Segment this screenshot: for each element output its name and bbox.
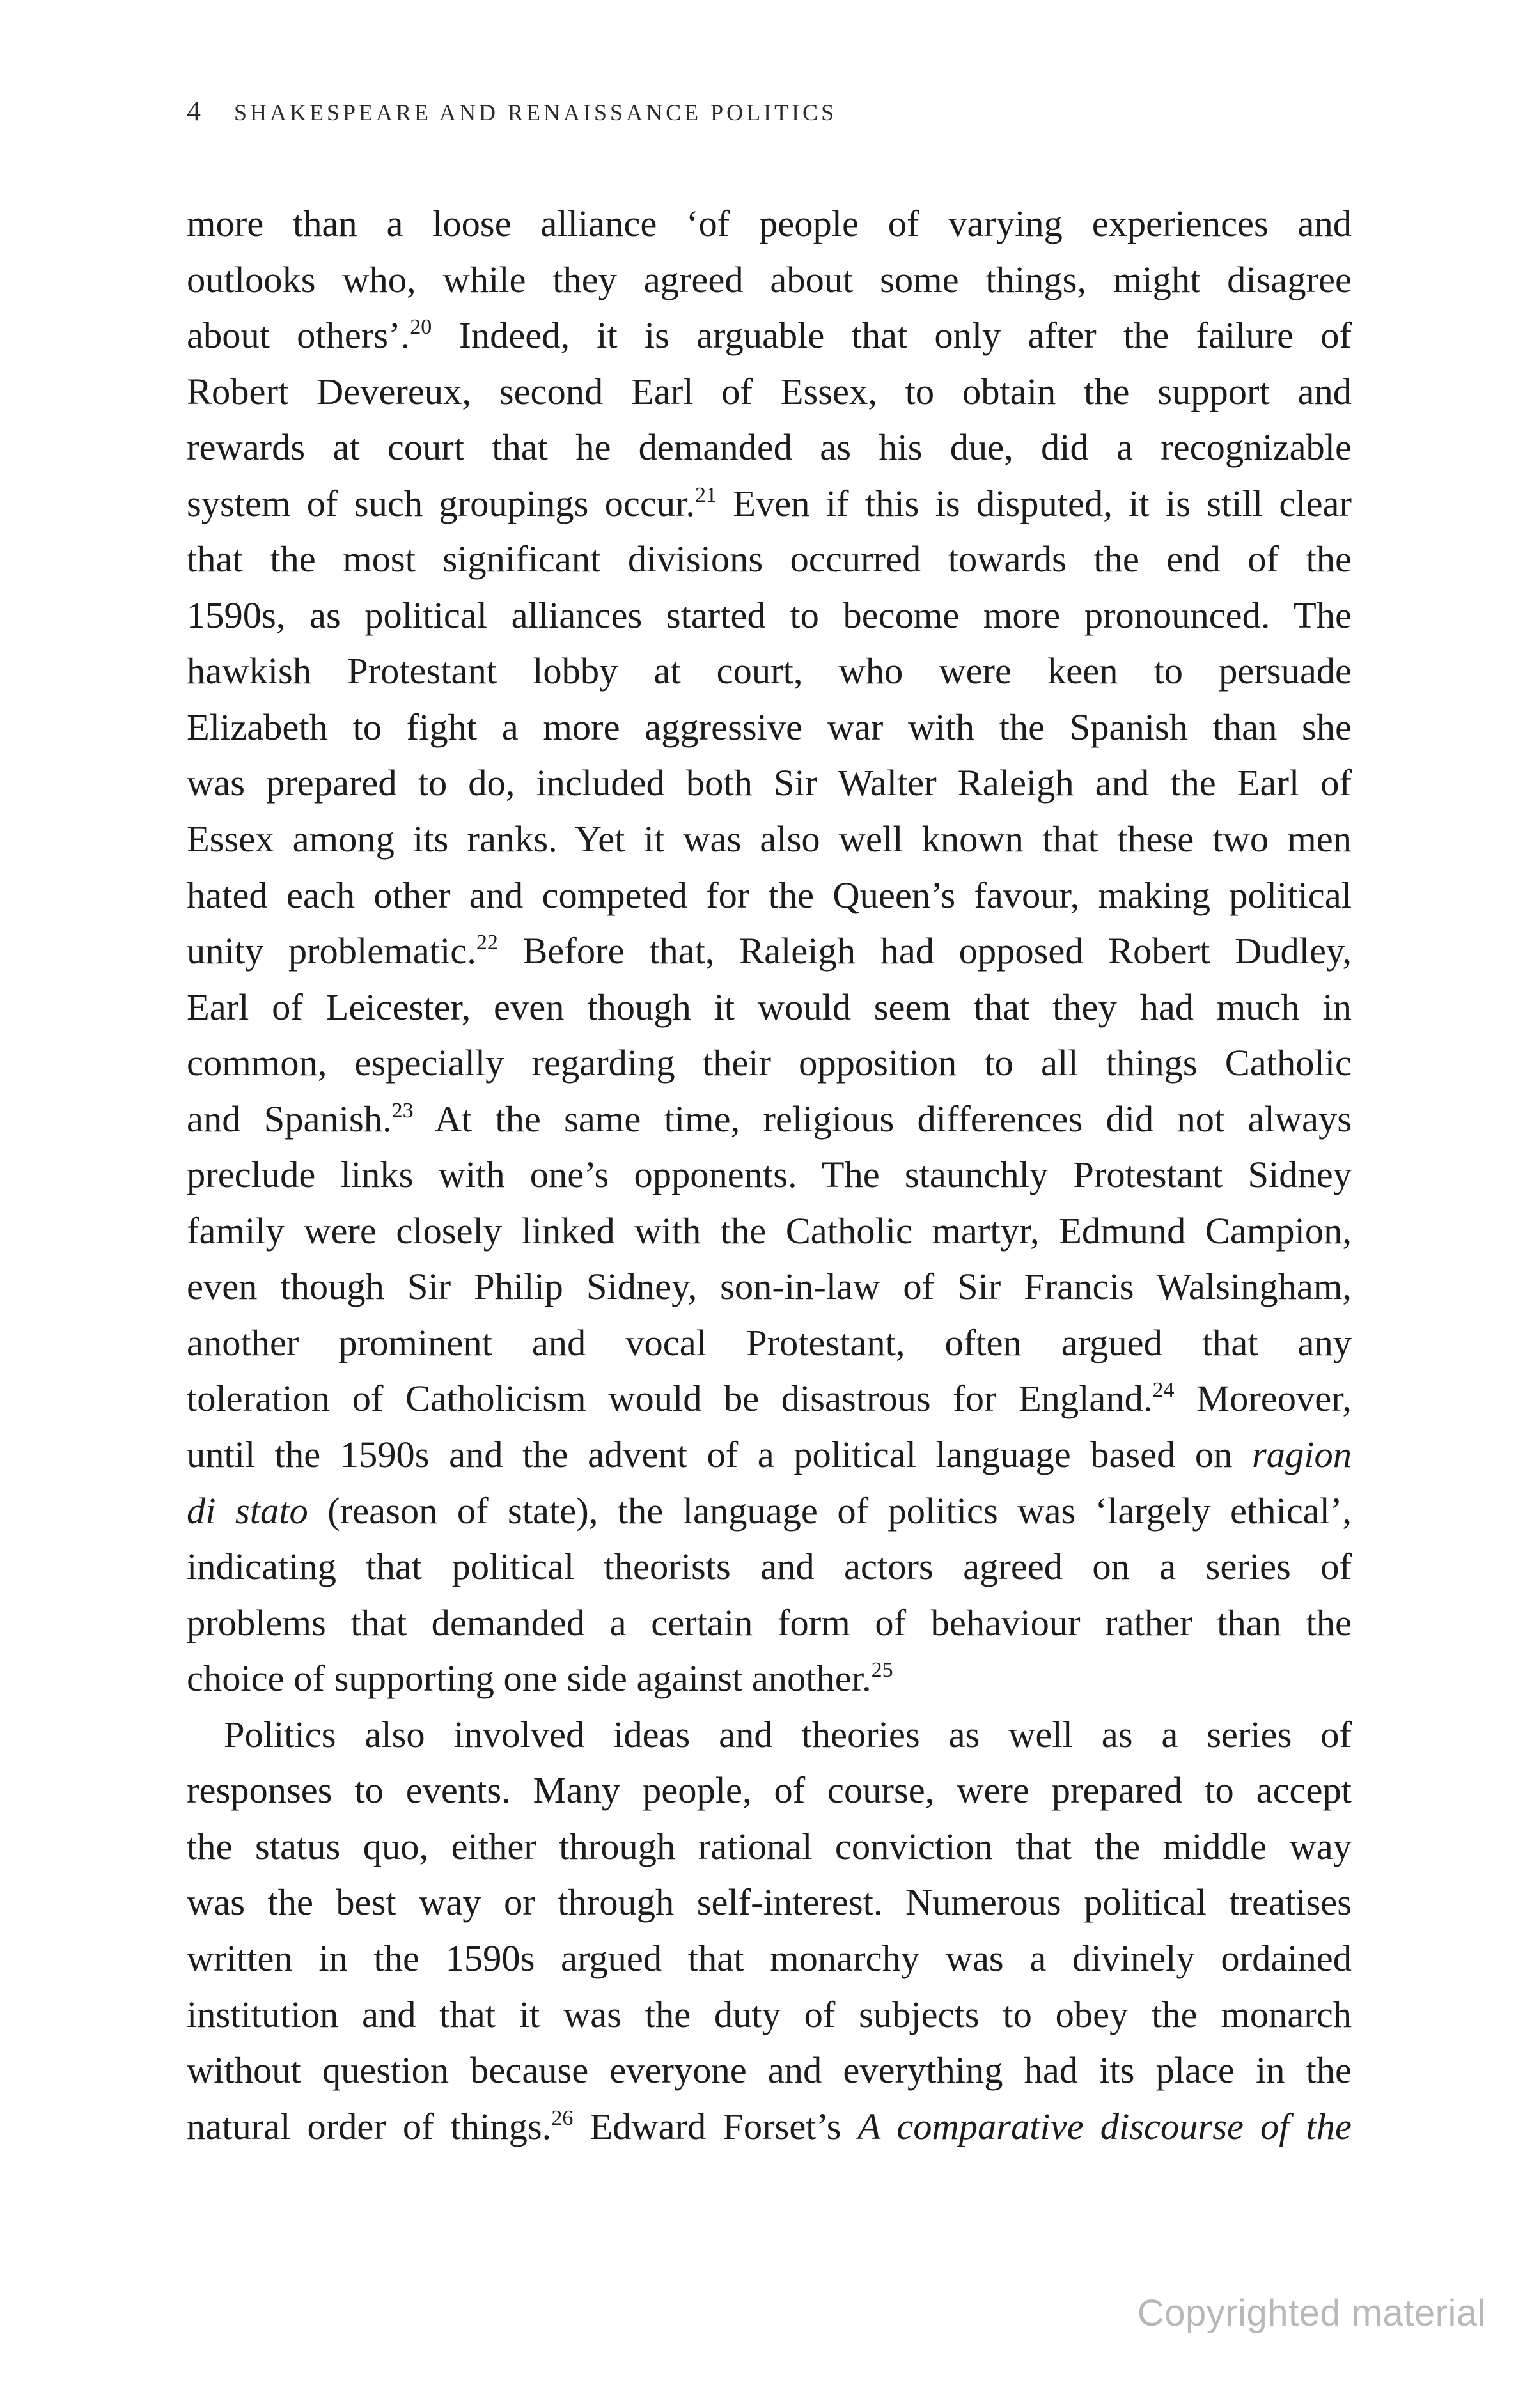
footnote-ref: 20 bbox=[410, 315, 432, 339]
text-line bbox=[187, 2099, 1352, 2155]
text-line bbox=[187, 1315, 1352, 1371]
text-line bbox=[187, 1427, 1352, 1483]
footnote-ref: 23 bbox=[391, 1098, 414, 1122]
text-segment: At the same time, religious differences did not always bbox=[413, 1098, 1352, 1140]
italic-text: di stato bbox=[187, 1489, 308, 1532]
text-line bbox=[187, 419, 1352, 476]
text-line bbox=[187, 811, 1352, 867]
footnote-ref: 25 bbox=[871, 1658, 893, 1682]
text-segment: about others’. bbox=[187, 315, 410, 357]
page-number: 4 bbox=[187, 95, 201, 127]
text-line bbox=[187, 1483, 1352, 1539]
text-segment: natural order of things. bbox=[187, 2105, 552, 2147]
text-line bbox=[187, 755, 1352, 811]
text-segment: toleration of Catholicism would be disastrous for England. bbox=[187, 1378, 1153, 1420]
text-line bbox=[187, 1874, 1352, 1930]
text-line bbox=[187, 1819, 1352, 1875]
text-line bbox=[187, 979, 1352, 1036]
text-line bbox=[187, 1259, 1352, 1315]
text-segment: 1590s, as political alliances started to become more pronounced. The bbox=[187, 594, 1352, 636]
footnote-ref: 21 bbox=[695, 483, 717, 507]
text-line bbox=[187, 364, 1352, 420]
text-line bbox=[187, 1762, 1352, 1819]
text-segment: hated each other and competed for the Queen’s favour, making political bbox=[187, 874, 1352, 916]
text-line bbox=[187, 699, 1352, 756]
text-segment: Even if this is disputed, it is still clear bbox=[717, 482, 1352, 524]
text-segment: Indeed, it is arguable that only after the failure of bbox=[432, 315, 1352, 357]
text-segment: family were closely linked with the Catholic martyr, Edmund Campion, bbox=[187, 1209, 1352, 1252]
text-line bbox=[187, 1035, 1352, 1091]
text-segment: Earl of Leicester, even though it would seem that they had much in bbox=[187, 986, 1352, 1028]
text-line bbox=[187, 1091, 1352, 1147]
text-line bbox=[187, 867, 1352, 924]
text-line bbox=[187, 643, 1352, 699]
text-line bbox=[187, 587, 1352, 644]
text-line bbox=[187, 1651, 1352, 1707]
text-segment: the status quo, either through rational conviction that the middle way bbox=[187, 1825, 1352, 1867]
text-segment: responses to events. Many people, of course, were prepared to accept bbox=[187, 1769, 1352, 1812]
body-text bbox=[187, 196, 1352, 2154]
text-segment: that the most significant divisions occurred towards the end of the bbox=[187, 538, 1352, 580]
text-segment: Edward Forset’s bbox=[573, 2105, 858, 2147]
footnote-ref: 26 bbox=[551, 2106, 574, 2130]
text-line bbox=[187, 2042, 1352, 2099]
text-segment: (reason of state), the language of politics was ‘largely ethical’, bbox=[308, 1489, 1352, 1532]
text-segment: and Spanish. bbox=[187, 1098, 392, 1140]
text-line bbox=[187, 531, 1352, 587]
text-line bbox=[187, 1987, 1352, 2043]
text-segment: common, especially regarding their opposition to all things Catholic bbox=[187, 1042, 1352, 1084]
copyright-watermark: Copyrighted material bbox=[1137, 2292, 1486, 2334]
text-line bbox=[187, 1595, 1352, 1651]
text-segment: system of such groupings occur. bbox=[187, 482, 695, 524]
footnote-ref: 24 bbox=[1152, 1378, 1175, 1402]
text-line bbox=[187, 923, 1352, 979]
text-segment: outlooks who, while they agreed about some things, might disagree bbox=[187, 258, 1352, 300]
text-segment: indicating that political theorists and actors agreed on a series of bbox=[187, 1546, 1352, 1588]
text-segment: more than a loose alliance ‘of people of varying experiences and bbox=[187, 203, 1352, 244]
text-segment: Politics also involved ideas and theories as well as a series of bbox=[224, 1713, 1352, 1755]
text-segment: written in the 1590s argued that monarchy was a divinely ordained bbox=[187, 1937, 1352, 1979]
text-line bbox=[187, 1930, 1352, 1987]
running-head bbox=[187, 95, 1338, 133]
text-segment: was prepared to do, included both Sir Walter Raleigh and the Earl of bbox=[187, 762, 1352, 804]
text-segment: Before that, Raleigh had opposed Robert Dudley, bbox=[497, 930, 1352, 972]
text-line bbox=[187, 307, 1352, 364]
text-segment: another prominent and vocal Protestant, often argued that any bbox=[187, 1321, 1352, 1363]
running-title: SHAKESPEARE AND RENAISSANCE POLITICS bbox=[234, 100, 838, 125]
text-segment: until the 1590s and the advent of a political language based on bbox=[187, 1434, 1252, 1476]
text-line bbox=[187, 476, 1352, 532]
text-line bbox=[187, 1203, 1352, 1259]
text-segment: without question because everyone and everything had its place in the bbox=[187, 2049, 1352, 2092]
text-segment: choice of supporting one side against another. bbox=[187, 1658, 872, 1700]
text-segment: rewards at court that he demanded as his due, did a recognizable bbox=[187, 426, 1352, 469]
text-line bbox=[187, 196, 1352, 252]
text-line bbox=[187, 1371, 1352, 1427]
text-segment: unity problematic. bbox=[187, 930, 476, 972]
text-line bbox=[187, 1707, 1352, 1763]
text-line bbox=[187, 1539, 1352, 1595]
footnote-ref: 22 bbox=[476, 931, 498, 955]
text-segment: Robert Devereux, second Earl of Essex, to obtain the support and bbox=[187, 370, 1352, 412]
text-segment: hawkish Protestant lobby at court, who were keen to persuade bbox=[187, 650, 1352, 692]
text-segment: Essex among its ranks. Yet it was also well known that these two men bbox=[187, 818, 1352, 860]
text-segment: problems that demanded a certain form of behaviour rather than the bbox=[187, 1601, 1352, 1643]
text-segment: Elizabeth to fight a more aggressive war with the Spanish than she bbox=[187, 706, 1352, 748]
text-line bbox=[187, 252, 1352, 308]
text-segment: was the best way or through self-interest. Numerous political treatises bbox=[187, 1881, 1352, 1923]
text-segment: even though Sir Philip Sidney, son-in-law of Sir Francis Walsingham, bbox=[187, 1266, 1352, 1308]
text-segment: preclude links with one’s opponents. The staunchly Protestant Sidney bbox=[187, 1154, 1352, 1196]
italic-text: A comparative discourse of the bbox=[857, 2105, 1352, 2147]
text-segment: Moreover, bbox=[1174, 1378, 1352, 1420]
text-segment: institution and that it was the duty of subjects to obey the monarch bbox=[187, 1993, 1352, 2035]
italic-text: ragion bbox=[1251, 1434, 1352, 1476]
text-line bbox=[187, 1147, 1352, 1203]
